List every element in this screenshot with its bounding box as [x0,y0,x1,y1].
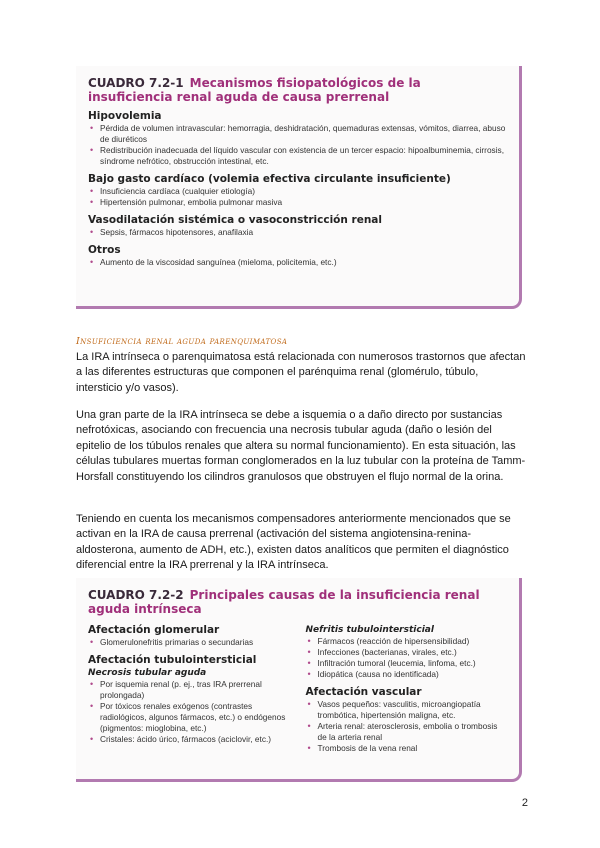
box-title-text: Mecanismos fisiopatológicos de la insuficiencia renal aguda de causa prerrenal [88,76,421,104]
section-subheading: Nefritis tubulointersticial [305,625,434,635]
section-subheading: Insuficiencia renal aguda parenquimatosa [76,336,288,347]
list-item: • Insuficiencia cardíaca (cualquier etiología) [88,186,507,197]
page-number: 2 [521,797,528,809]
right-column [306,618,508,754]
section-list [88,257,507,268]
table-box-prerrenal [76,66,522,309]
paragraph: Teniendo en cuenta los mecanismos compensadores anteriormente mencionados que se activan en la IRA de causa prerrenal (activación del sistema angiotensina-renina-aldosterona, aumento de ADH, etc.), existen datos analíticos que permiten el diagnóstico diferencial entre la IRA prerrenal y la IRA intrínseca. [76,513,511,572]
list-item: • Vasos pequeños: vasculitis, microangiopatía trombótica, hipertensión maligna, etc. [306,699,508,721]
section-list [88,679,290,745]
section-heading: Vasodilatación sistémica o vasoconstricción renal [88,214,382,226]
list-item: • Infiltración tumoral (leucemia, linfoma, etc.) [306,658,508,669]
list-item: • Cristales: ácido úrico, fármacos (aciclovir, etc.) [88,734,290,745]
section-heading: Afectación tubulointersticial [88,654,257,666]
section-heading: Otros [88,244,121,256]
section-list [88,186,507,208]
list-item: • Por isquemia renal (p. ej., tras IRA prerrenal prolongada) [88,679,290,701]
paragraph: La IRA intrínseca o parenquimatosa está relacionada con numerosos trastornos que afectan a las diferentes estructuras que componen el parénquima renal (glomérulo, túbulo, intersticio y/o vasos). [76,351,526,394]
list-item: • Infecciones (bacterianas, virales, etc.) [306,647,508,658]
list-item: • Aumento de la viscosidad sanguínea (mieloma, policitemia, etc.) [88,257,507,268]
left-column [88,618,290,754]
list-item: • Sepsis, fármacos hipotensores, anafilaxia [88,227,507,238]
section-list [88,123,507,167]
list-item: • Redistribución inadecuada del líquido vascular con existencia de un tercer espacio: hipoalbuminemia, cirrosis, síndrome nefrótico, obstrucción intestinal, etc. [88,145,507,167]
box-number: CUADRO 7.2-2 [88,588,184,602]
box-title [88,588,507,616]
section-list [88,227,507,238]
section-heading: Bajo gasto cardíaco (volemia efectiva circulante insuficiente) [88,173,451,185]
list-item: • Hipertensión pulmonar, embolia pulmonar masiva [88,197,507,208]
section-heading: Afectación vascular [305,686,422,698]
list-item: • Trombosis de la vena renal [306,743,508,754]
box-title-text: Principales causas de la insuficiencia renal aguda intrínseca [88,588,480,616]
section-heading: Afectación glomerular [88,624,220,636]
list-item: • Idiopática (causa no identificada) [306,669,508,680]
section-subheading: Necrosis tubular aguda [88,668,207,678]
box-number: CUADRO 7.2-1 [88,76,184,90]
box-title [88,76,507,104]
section-list [306,699,508,754]
list-item: • Por tóxicos renales exógenos (contrastes radiológicos, algunos fármacos, etc.) o endógenos (pigmentos: mioglobina, etc.) [88,701,290,734]
list-item: • Pérdida de volumen intravascular: hemorragia, deshidratación, quemaduras extensas, vómitos, diarrea, abuso de diuréticos [88,123,507,145]
section-list [306,636,508,680]
paragraph: Una gran parte de la IRA intrínseca se debe a isquemia o a daño directo por sustancias nefrotóxicas, asociando con frecuencia una necrosis tubular aguda (daño o lesión del epitelio de los túbulos renales que altera su normal funcionamiento). En esta situación, las células tubulares muertas forman conglomerados en la luz tubular con la proteína de Tamm-Horsfall constituyendo los cilindros granulosos que obstruyen el flujo normal de la orina. [76,409,526,483]
list-item: • Fármacos (reacción de hipersensibilidad) [306,636,508,647]
box-columns [88,618,507,754]
table-box-intrinseca [76,578,522,782]
section-list [88,637,290,648]
list-item: • Glomerulonefritis primarias o secundarias [88,637,290,648]
list-item: • Arteria renal: aterosclerosis, embolia o trombosis de la arteria renal [306,721,508,743]
section-heading: Hipovolemia [88,110,162,122]
